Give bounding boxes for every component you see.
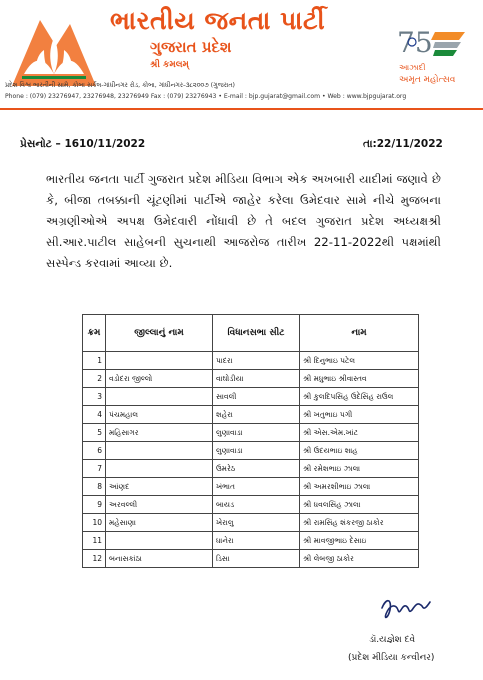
cell-name: શ્રી રમેશભાઇ ઝાલા <box>300 460 419 478</box>
cell-district <box>106 352 213 370</box>
cell-district <box>106 442 213 460</box>
cell-serial: 12 <box>83 550 106 568</box>
table-header-row <box>83 315 419 352</box>
bjp-lotus-logo <box>10 16 98 88</box>
cell-seat: બાયડ <box>213 496 300 514</box>
cell-serial: 7 <box>83 460 106 478</box>
table-row <box>83 406 419 424</box>
cell-district: મહિસાગર <box>106 424 213 442</box>
cell-district: મહેસાણા <box>106 514 213 532</box>
cell-seat: વાઘોડીયા <box>213 370 300 388</box>
cell-seat: સાવલી <box>213 388 300 406</box>
header-rule <box>0 108 483 110</box>
cell-serial: 8 <box>83 478 106 496</box>
cell-name: શ્રી લેબજી ઠાકોર <box>300 550 419 568</box>
cell-name: શ્રી અમરશીભાઇ ઝાલા <box>300 478 419 496</box>
press-note-number: પ્રેસનોટ – 1610/11/2022 <box>20 138 146 150</box>
cell-name: શ્રી દિનુભાઇ પટેલ <box>300 352 419 370</box>
cell-district <box>106 532 213 550</box>
cell-district: વડોદરા જીલ્લો <box>106 370 213 388</box>
azadi-line2: અમૃત મહોત્સવ <box>399 75 456 85</box>
cell-serial: 9 <box>83 496 106 514</box>
cell-district: પંચમહાલ <box>106 406 213 424</box>
cell-seat: પાદરા <box>213 352 300 370</box>
cell-name: શ્રી રામસિંહ શંકરજી ઠાકોર <box>300 514 419 532</box>
col-header-serial: ક્રમ <box>83 315 106 352</box>
table-row <box>83 442 419 460</box>
cell-seat: શહેરા <box>213 406 300 424</box>
org-name: ભારતીય જનતા પાર્ટી <box>110 6 326 35</box>
cell-name: શ્રી ઉદયભાઇ શાહ <box>300 442 419 460</box>
table-row <box>83 496 419 514</box>
cell-seat: ધાનેરા <box>213 532 300 550</box>
table-row <box>83 388 419 406</box>
cell-serial: 10 <box>83 514 106 532</box>
cell-serial: 6 <box>83 442 106 460</box>
col-header-district: જીલ્લાનું નામ <box>106 315 213 352</box>
body-paragraph: ભારતીય જનતા પાર્ટી ગુજરાત પ્રદેશ મીડિયા વિભાગ એક અખબારી યાદીમાં જણાવે છે કે, બીજા તબક્કાની ચૂંટણીમાં પાર્ટીએ જાહેર કરેલા ઉમેદવાર સામે નીચે મુજબના અગ્રણીઓએ અપક્ષ ઉમેદવારી નોંધાવી છે તે બદલ ગુજરાત પ્રદેશ અધ્યક્ષશ્રી સી.આર.પાટીલ સાહેબની સુચનાથી આજરોજ તારીખ 22-11-2022થી પક્ષમાંથી સસ્પેન્ડ કરવામાં આવ્યા છે. <box>46 172 441 270</box>
cell-name: શ્રી મધુભાઇ શ્રીવાસ્તવ <box>300 370 419 388</box>
cell-serial: 3 <box>83 388 106 406</box>
cell-serial: 11 <box>83 532 106 550</box>
cell-name: શ્રી એસ.એમ.ખાંટ <box>300 424 419 442</box>
table-row <box>83 550 419 568</box>
azadi-line1: આઝાદી <box>399 63 426 72</box>
cell-seat: ડિસા <box>213 550 300 568</box>
azadi-number: 75 <box>397 26 433 59</box>
cell-serial: 1 <box>83 352 106 370</box>
table-row <box>83 532 419 550</box>
cell-seat: લુણાવાડા <box>213 424 300 442</box>
cell-name: શ્રી માવજીભાઇ દેસાઇ <box>300 532 419 550</box>
cell-seat: ખેરાલુ <box>213 514 300 532</box>
cell-district <box>106 460 213 478</box>
cell-serial: 4 <box>83 406 106 424</box>
table-row <box>83 460 419 478</box>
azadi-amrit-mahotsav-logo <box>395 18 475 88</box>
table-row <box>83 424 419 442</box>
cell-serial: 2 <box>83 370 106 388</box>
cell-name: શ્રી ધવલસિંહ ઝાલા <box>300 496 419 514</box>
signer-role: (પ્રદેશ મીડિયા કન્વીનર) <box>348 653 435 663</box>
handwritten-signature <box>378 590 433 622</box>
cell-district <box>106 388 213 406</box>
col-header-seat: વિધાનસભા સીટ <box>213 315 300 352</box>
table-row <box>83 352 419 370</box>
cell-seat: લુણાવાડા <box>213 442 300 460</box>
contact-info: Phone : (079) 23276947, 23276948, 23276949 Fax : (079) 23276943 • E-mail : bjp.gujarat@gmail.com • Web : www.bjpgujarat.org <box>5 93 407 100</box>
cell-district: બનાસકાંઠા <box>106 550 213 568</box>
cell-seat: ઉમરેઠ <box>213 460 300 478</box>
cell-district: અરવલ્લી <box>106 496 213 514</box>
table-row <box>83 478 419 496</box>
suspended-members-table <box>82 314 419 568</box>
org-motto: શ્રી કમલમ્ <box>150 60 189 70</box>
cell-seat: ખંભાત <box>213 478 300 496</box>
table-row <box>83 370 419 388</box>
signer-name: ડૉ.યજ્ઞેશ દવે <box>369 635 416 645</box>
cell-name: શ્રી ખતુભાઇ પગી <box>300 406 419 424</box>
org-state: ગુજરાત પ્રદેશ <box>150 38 232 56</box>
cell-serial: 5 <box>83 424 106 442</box>
press-note-date: તા:22/11/2022 <box>363 138 443 150</box>
table-row <box>83 514 419 532</box>
col-header-name: નામ <box>300 315 419 352</box>
cell-district: આંણદ <box>106 478 213 496</box>
cell-name: શ્રી કુલદિપસિંહ ઉદેસિંહ રાઉલ <box>300 388 419 406</box>
address: પ્રદેશ વિશ્વ ભારતીની સામે, કોબા સર્કલ-ગાંધીનગર રોડ, કોબા, ગાંધીનગર-૩૮૨૦૦૭ (ગુજરાત) <box>5 82 236 89</box>
